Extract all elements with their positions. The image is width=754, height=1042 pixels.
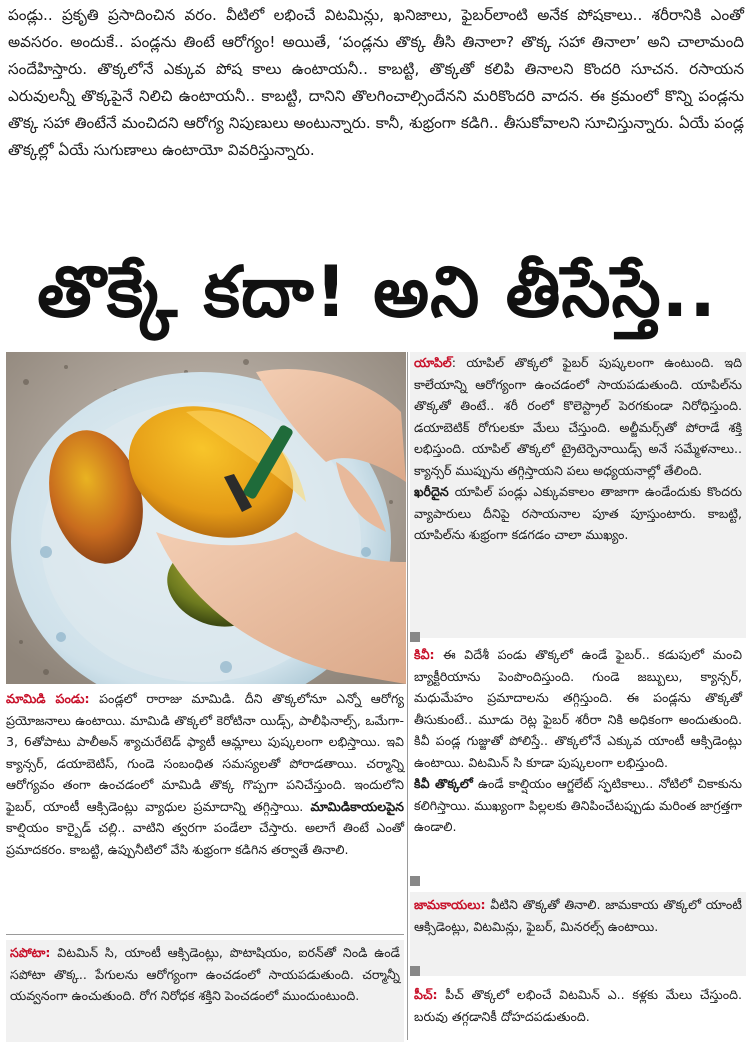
- column-divider: [407, 352, 408, 1040]
- kiwi-label: కివీ:: [414, 647, 435, 662]
- sapota-label: సపోటా:: [10, 945, 51, 960]
- divider-mango-sapota: [6, 934, 404, 935]
- apple-caution-text: యాపిల్ పండ్లు ఎక్కువకాలం తాజాగా ఉండేందుకు కొందరు వ్యాపారులు దీనిపై రసాయనాల పూత పూస్తుంటారు. కాబట్టి, యాపిల్‌ను శుభ్రంగా కడగడం చాలా ముఖ్యం.: [414, 484, 742, 542]
- mango-section: [6, 688, 404, 926]
- apple-section: [410, 352, 746, 638]
- mango-peeling-photo: [6, 352, 406, 684]
- guava-label: జామకాయలు:: [414, 897, 486, 912]
- corner-mark: [410, 632, 420, 642]
- apple-label: యాపిల్: [414, 355, 452, 370]
- kiwi-caution-text: ఉండే కాల్షియం ఆగ్జలేట్ స్ఫటికాలు.. నోటిలో చికాకును కలిగిస్తాయి. ముఖ్యంగా పిల్లలకు తినిపించేటప్పుడు మరింత జాగ్రత్తగా ఉండాలి.: [414, 776, 742, 834]
- peach-label: పీచ్:: [414, 987, 438, 1002]
- corner-mark: [410, 876, 420, 886]
- mango-label: మామిడి పండు:: [6, 691, 90, 706]
- mango-caution-text: కాల్షియం కార్బైడ్ చల్లి.. వాటిని త్వరగా పండేలా చేస్తారు. అలాగే తింటే ఎంతో ప్రమాదకరం. కాబట్టి, ఉప్పునీటిలో వేసి శుభ్రంగా కడిగిన తర్వాతే తినాలి.: [6, 820, 404, 857]
- corner-mark: [410, 966, 420, 976]
- peach-section: [410, 982, 746, 1042]
- apple-text: : యాపిల్ తొక్కలో ఫైబర్ పుష్కలంగా ఉంటుంది. ఇది కాలేయాన్ని ఆరోగ్యంగా ఉంచడంలో సాయపడుతుంది. యాపిల్‌ను తొక్కతో తింటే.. శరీ రంలో కొలెస్ట్రాల్ పెరగకుండా నిరోధిస్తుంది. డయాబెటిక్ రోగులకూ మేలు చేస్తుంది. అల్జీమర్స్‌తో పోరాడే శక్తి లభిస్తుంది. యాపిల్ తొక్కలో ట్రైటెర్పెనాయిడ్స్ అనే సమ్మేళనాలు.. క్యాన్సర్ ముప్పును తగ్గిస్తాయని పలు అధ్యయనాల్లో తేలింది.: [414, 355, 742, 478]
- mango-caution-label: మామిడికాయలపైన: [310, 798, 404, 814]
- intro-paragraph: పండ్లు.. ప్రకృతి ప్రసాదించిన వరం. వీటిలో లభించే విటమిన్లు, ఖనిజాలు, ఫైబర్‌లాంటి అనేక పోషకాలు.. శరీరానికి ఎంతో అవసరం. అందుకే.. పండ్లను తింటే ఆరోగ్యం! అయితే, ‘పండ్లను తొక్క తీసి తినాలా? తొక్క సహా తినాలా’ అని చాలామంది సందేహిస్తారు. తొక్కలోనే ఎక్కువ పోష కాలు ఉంటాయనీ.. కాబట్టి, తొక్కతో కలిపి తినాలని కొందరి సూచన. రసాయన ఎరువులన్నీ తొక్కపైనే నిలిచి ఉంటాయనీ.. కాబట్టి, దానిని తొలగించాల్సిందేనని మరికొందరి వాదన. ఈ క్రమంలో కొన్ని పండ్లను తొక్క సహా తింటేనే మంచిదని ఆరోగ్య నిపుణులు అంటున్నారు. కానీ, శుభ్రంగా కడిగి.. తీసుకోవాలని సూచిస్తున్నారు. ఏయే పండ్ల తొక్కల్లో ఏయే సుగుణాలు ఉంటాయో వివరిస్తున్నారు.: [8, 6, 744, 159]
- sapota-section: [6, 940, 404, 1042]
- headline: తొక్కే కదా! అని తీసేస్తే..: [37, 251, 717, 333]
- kiwi-caution-label: కివీ తొక్కలో: [414, 776, 473, 791]
- mango-text: పండ్లలో రారాజు మామిడి. దీని తొక్కలోనూ ఎన్నో ఆరోగ్య ప్రయోజనాలు ఉంటాయి. మామిడి తొక్కలో కెరోటినా యిడ్స్, పాలీఫినాల్స్, ఒమేగా- 3, 6తోపాటు పాలీఅన్ శ్యాచురేటెడ్ ఫ్యాటీ ఆమ్లాలు పుష్కలంగా లభిస్తాయి. ఇవి క్యాన్సర్, డయాబెటిస్, గుండె సంబంధిత సమస్యలతో పోరాడతాయి. చర్మాన్ని ఆరోగ్యవం తంగా ఉంచడంలో మామిడి తొక్క గొప్పగా పనిచేస్తుంది. ఇందులోని ఫైబర్, యాంటీ ఆక్సిడెంట్లు వ్యాధుల ప్రమాదాన్ని తగ్గిస్తాయి.: [6, 691, 404, 814]
- guava-section: [410, 892, 746, 976]
- kiwi-section: [410, 644, 746, 882]
- sapota-text: విటమిన్ సి, యాంటీ ఆక్సిడెంట్లు, పొటాషియం, ఐరన్‌తో నిండి ఉండే సపోటా తొక్క.. పేగులను ఆరోగ్యంగా ఉంచడంలో సాయపడుతుంది. చర్మాన్నీ యవ్వనంగా ఉంచుతుంది. రోగ నిరోధక శక్తిని పెంచడంలో ముందుంటుంది.: [10, 945, 400, 1003]
- peach-text: పీచ్ తొక్కలో లభించే విటమిన్ ఎ.. కళ్లకు మేలు చేస్తుంది. బరువు తగ్గడానికీ దోహదపడుతుంది.: [414, 987, 742, 1024]
- apple-caution-label: ఖరీదైన: [414, 484, 449, 499]
- guava-text: వీటిని తొక్కతో తినాలి. జామకాయ తొక్కలో యాంటీ ఆక్సిడెంట్లు, విటమిన్లు, ఫైబర్, మినరల్స్ ఉంటాయి.: [414, 897, 742, 934]
- kiwi-text: ఈ విదేశీ పండు తొక్కలో ఉండే ఫైబర్.. కడుపులో మంచి బ్యాక్టీరియాను పెంపొందిస్తుంది. గుండె జబ్బులు, క్యాన్సర్, మధుమేహం ప్రమాదాలను తగ్గిస్తుంది. ఈ పండ్లను తొక్కతో తీసుకుంటే.. మూడు రెట్ల ఫైబర్ శరీరా నికి అధికంగా అందుతుంది. కివీ పండ్ల గుజ్జుతో పోలిస్తే.. తొక్కలోనే ఎక్కువ యాంటీ ఆక్సిడెంట్లు ఉంటాయి. విటమిన్ సి కూడా పుష్కలంగా లభిస్తుంది.: [414, 647, 742, 770]
